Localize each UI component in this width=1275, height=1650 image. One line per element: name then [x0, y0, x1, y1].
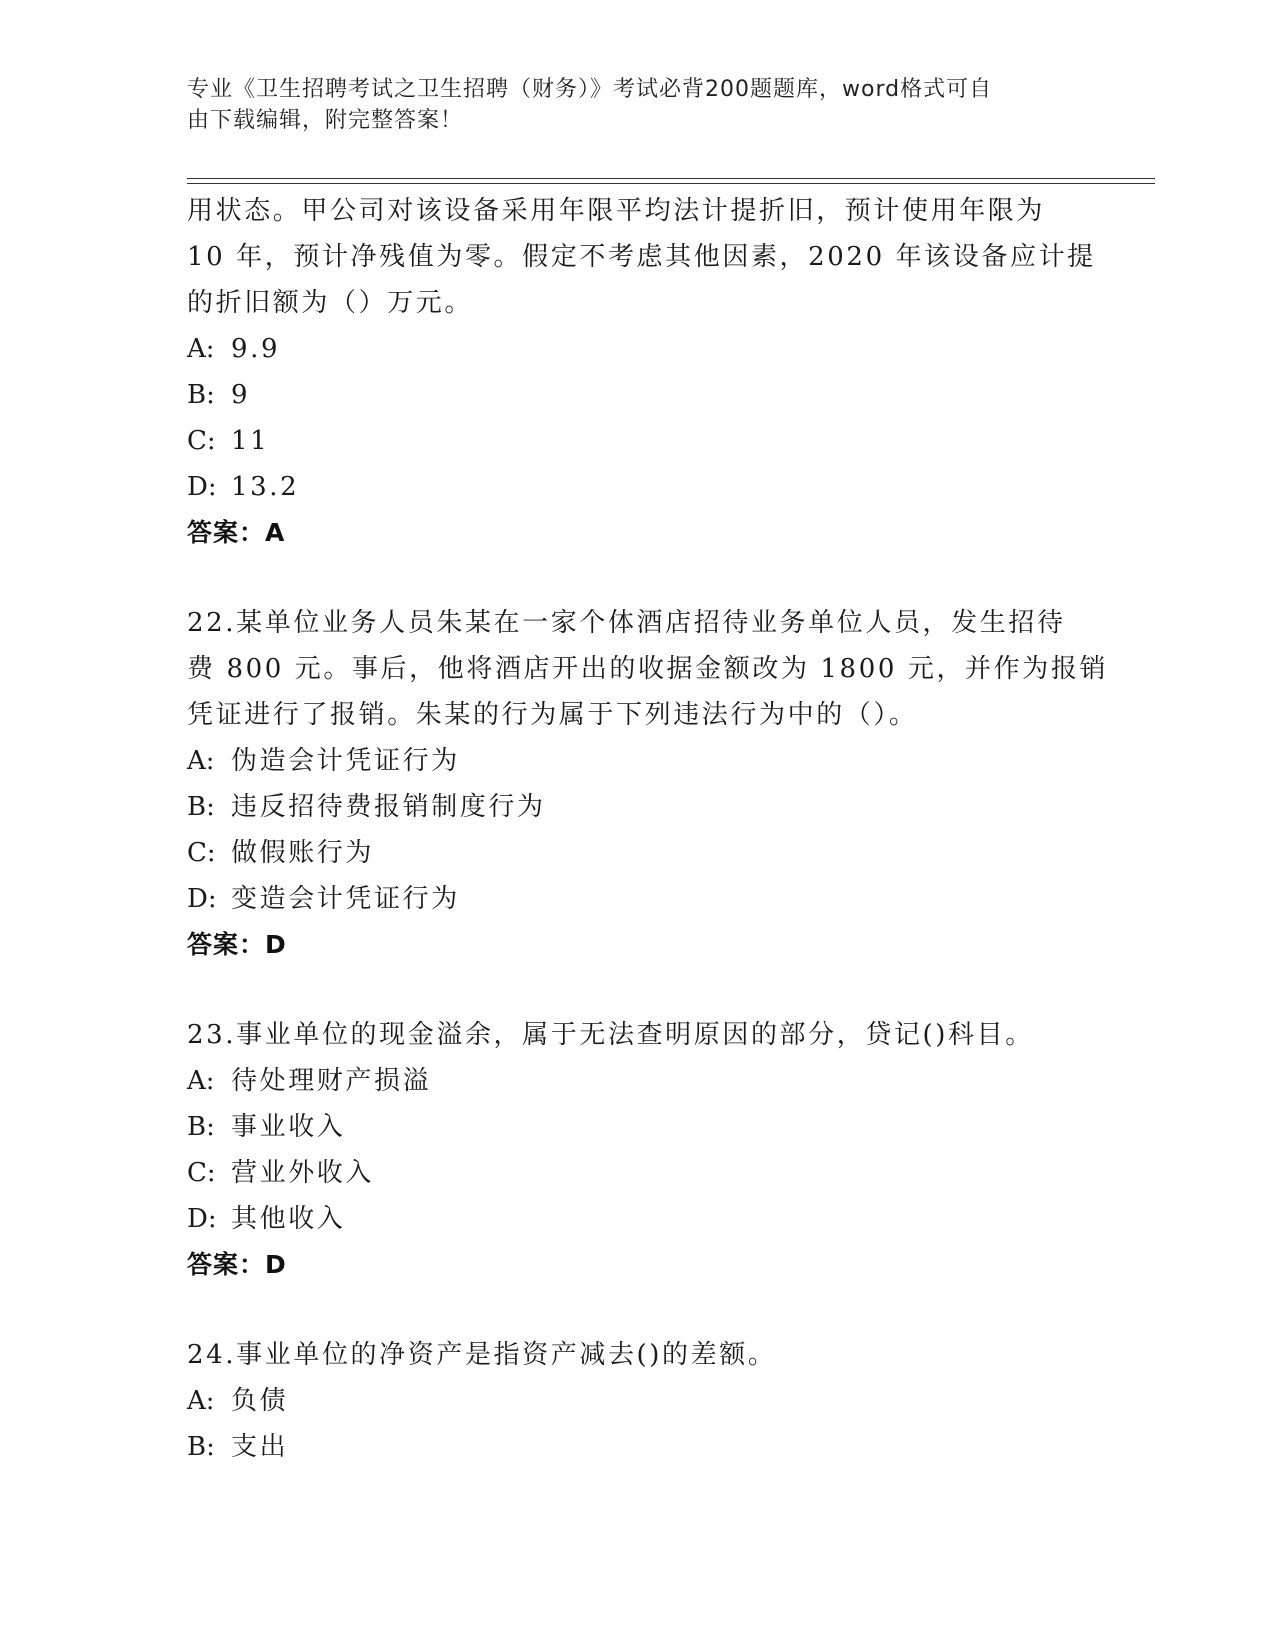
- document-header: [187, 74, 1067, 136]
- option-a: [187, 1058, 1087, 1104]
- option-d: [187, 464, 1087, 510]
- option-a: [187, 326, 1087, 372]
- option-d: [187, 876, 1087, 922]
- option-key: D:: [187, 472, 217, 502]
- option-c: [187, 418, 1087, 464]
- question-spacer: [187, 1288, 1087, 1332]
- option-key: C:: [187, 1158, 216, 1188]
- option-text: 待处理财产损溢: [231, 1066, 432, 1096]
- option-d: [187, 1196, 1087, 1242]
- option-text: 支出: [231, 1432, 289, 1462]
- option-text: 做假账行为: [231, 838, 375, 868]
- option-text: 违反招待费报销制度行为: [231, 792, 546, 822]
- option-key: A:: [187, 1386, 215, 1416]
- question-22: [187, 600, 1109, 968]
- question-text-line: 10 年，预计净残值为零。假定不考虑其他因素，2020 年该设备应计提: [187, 242, 1096, 272]
- option-key: A:: [187, 334, 215, 364]
- option-text: 其他收入: [231, 1204, 346, 1234]
- option-b: [187, 372, 1087, 418]
- question-text-line: 费 800 元。事后，他将酒店开出的收据金额改为 1800 元，并作为报销: [187, 654, 1109, 684]
- question-spacer: [187, 968, 1087, 1012]
- question-text-line: 24.事业单位的净资产是指资产减去()的差额。: [187, 1340, 777, 1370]
- answer-line: 答案：A: [187, 518, 286, 547]
- question-text-line: 的折旧额为（）万元。: [187, 288, 474, 318]
- option-text: 伪造会计凭证行为: [231, 746, 460, 776]
- option-key: B:: [187, 1432, 215, 1462]
- option-key: A:: [187, 746, 215, 776]
- option-a: [187, 738, 1087, 784]
- option-key: A:: [187, 1066, 215, 1096]
- header-divider-top: [187, 178, 1155, 179]
- option-text: 11: [231, 426, 270, 456]
- option-key: D:: [187, 884, 217, 914]
- option-text: 9: [231, 380, 251, 410]
- answer-line: 答案：D: [187, 1250, 287, 1279]
- header-title-line-1: 专业《卫生招聘考试之卫生招聘（财务）》考试必背200题题库，word格式可自: [187, 77, 993, 102]
- question-text-line: 用状态。甲公司对该设备采用年限平均法计提折旧，预计使用年限为: [187, 196, 1046, 226]
- option-text: 负债: [231, 1386, 289, 1416]
- question-24: [187, 1332, 1087, 1470]
- option-text: 13.2: [231, 472, 300, 502]
- question-text-line: 22.某单位业务人员朱某在一家个体酒店招待业务单位人员，发生招待: [187, 608, 1066, 638]
- question-text-line: 凭证进行了报销。朱某的行为属于下列违法行为中的（）。: [187, 700, 918, 730]
- option-c: [187, 1150, 1087, 1196]
- question-list: [187, 188, 1109, 1470]
- option-key: B:: [187, 792, 215, 822]
- question-21: [187, 188, 1096, 556]
- header-title-line-2: 由下载编辑，附完整答案！: [187, 108, 464, 133]
- option-key: B:: [187, 380, 215, 410]
- option-text: 变造会计凭证行为: [231, 884, 460, 914]
- option-key: C:: [187, 838, 216, 868]
- option-key: D:: [187, 1204, 217, 1234]
- option-text: 事业收入: [231, 1112, 346, 1142]
- question-spacer: [187, 556, 1087, 600]
- question-23: [187, 1012, 1087, 1288]
- option-b: [187, 1104, 1087, 1150]
- option-c: [187, 830, 1087, 876]
- option-text: 营业外收入: [231, 1158, 375, 1188]
- option-key: B:: [187, 1112, 215, 1142]
- option-b: [187, 784, 1087, 830]
- answer-line: 答案：D: [187, 930, 287, 959]
- option-b: [187, 1424, 1087, 1470]
- option-a: [187, 1378, 1087, 1424]
- question-text-line: 23.事业单位的现金溢余，属于无法查明原因的部分，贷记()科目。: [187, 1020, 1034, 1050]
- option-key: C:: [187, 426, 216, 456]
- option-text: 9.9: [231, 334, 281, 364]
- header-divider-bottom: [187, 183, 1155, 184]
